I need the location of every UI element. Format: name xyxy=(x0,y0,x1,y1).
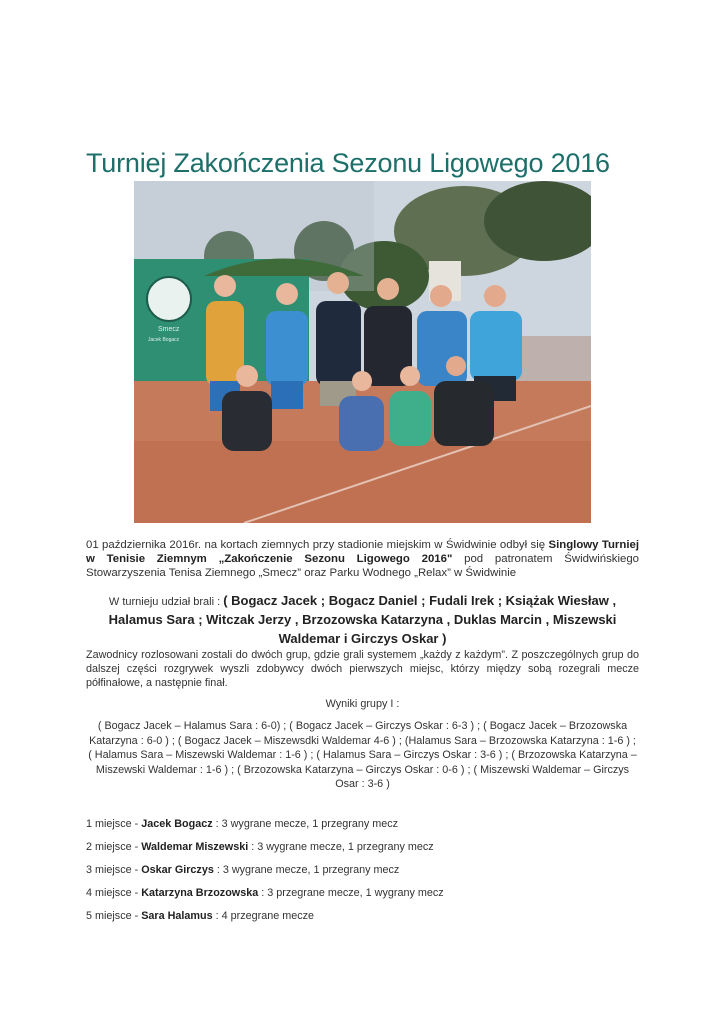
standing-result: : 4 przegrane mecze xyxy=(212,910,315,922)
participants-names: ( Bogacz Jacek ; Bogacz Daniel ; Fudali Irek ; Książak Wiesław , Halamus Sara ; Witczak Jerzy , Brzozowska Katarzyna , Duklas Marcin , Miszewski Waldemar i Girczys Oskar ) xyxy=(108,593,617,646)
standing-place: 2 miejsce - xyxy=(86,841,142,853)
standing-place: 1 miejsce - xyxy=(86,818,142,830)
intro-text-1: 01 października 2016r. na kortach ziemnych przy stadionie miejskim w Świdwinie odbył się xyxy=(86,539,549,551)
group-results: ( Bogacz Jacek – Halamus Sara : 6-0) ; ( Bogacz Jacek – Girczys Oskar : 6-3 ) ; ( Bogacz Jacek – Brzozowska Katarzyna : 6-0 ) ; ( Bogacz Jacek – Miszewsdki Waldemar 4-6 ) ; (Halamus Sara – Brzozowska Katarzyna : 1-6 ) ; ( Halamus Sara – Miszewski Waldemar : 1-6 ) ; ( Halamus Sara – Girczys Oskar : 3-6 ) ; ( Brzozowska Katarzyna – Miszewski Waldemar : 1-6 ) ; ( Brzozowska Katarzyna – Girczys Oskar : 0-6 ) ; ( Miszewski Waldemar – Girczys Osar : 3-6 ) xyxy=(88,720,637,790)
participants-lead: W turnieju udział brali : xyxy=(108,596,224,608)
standing-result: : 3 przegrane mecze, 1 wygrany mecz xyxy=(258,887,444,899)
standing-name: Sara Halamus xyxy=(141,910,213,922)
team-photo-illustration xyxy=(134,181,591,523)
intro-text-2: pod patronatem Świdwińskiego Stowarzyszenia Tenisa Ziemnego „Smecz” oraz Parku Wodnego „Relax” w Świdwinie xyxy=(86,553,640,579)
tournament-description: Zawodnicy rozlosowani zostali do dwóch grup, gdzie grali systemem „każdy z każdym”. Z poszczególnych grup do dalszej części rozgrywek wyszli zdobywcy dwóch pierwszych miejsc, którzy między sobą rozegrali mecze półfinałowe, a następnie finał. xyxy=(86,649,639,689)
standing-place: 5 miejsce - xyxy=(86,910,142,922)
standing-place: 4 miejsce - xyxy=(86,887,142,899)
page-title: Turniej Zakończenia Sezonu Ligowego 2016 xyxy=(86,148,610,178)
standing-4 xyxy=(86,887,444,899)
team-photo xyxy=(134,181,591,523)
standing-name: Waldemar Miszewski xyxy=(141,841,249,853)
standing-5 xyxy=(86,910,314,922)
standing-name: Katarzyna Brzozowska xyxy=(141,887,259,899)
standing-result: : 3 wygrane mecze, 1 przegrany mecz xyxy=(212,818,399,830)
participants-paragraph xyxy=(86,592,639,649)
banner-text: Smecz xyxy=(158,326,180,333)
standing-1 xyxy=(86,818,398,830)
standing-place: 3 miejsce - xyxy=(86,864,142,876)
standing-name: Jacek Bogacz xyxy=(141,818,213,830)
intro-tournament-name: Singlowy Turniej w Tenisie Ziemnym „Zakończenie Sezonu Ligowego 2016" xyxy=(86,539,639,565)
standing-result: : 3 wygrane mecze, 1 przegrany mecz xyxy=(213,864,400,876)
banner-small-text: Jacek Bogacz xyxy=(148,337,180,343)
group-heading: Wyniki grupy I : xyxy=(325,698,400,710)
standing-2 xyxy=(86,841,434,853)
standing-name: Oskar Girczys xyxy=(141,864,214,876)
intro-paragraph xyxy=(86,538,639,580)
standing-3 xyxy=(86,864,399,876)
standing-result: : 3 wygrane mecze, 1 przegrany mecz xyxy=(248,841,434,853)
